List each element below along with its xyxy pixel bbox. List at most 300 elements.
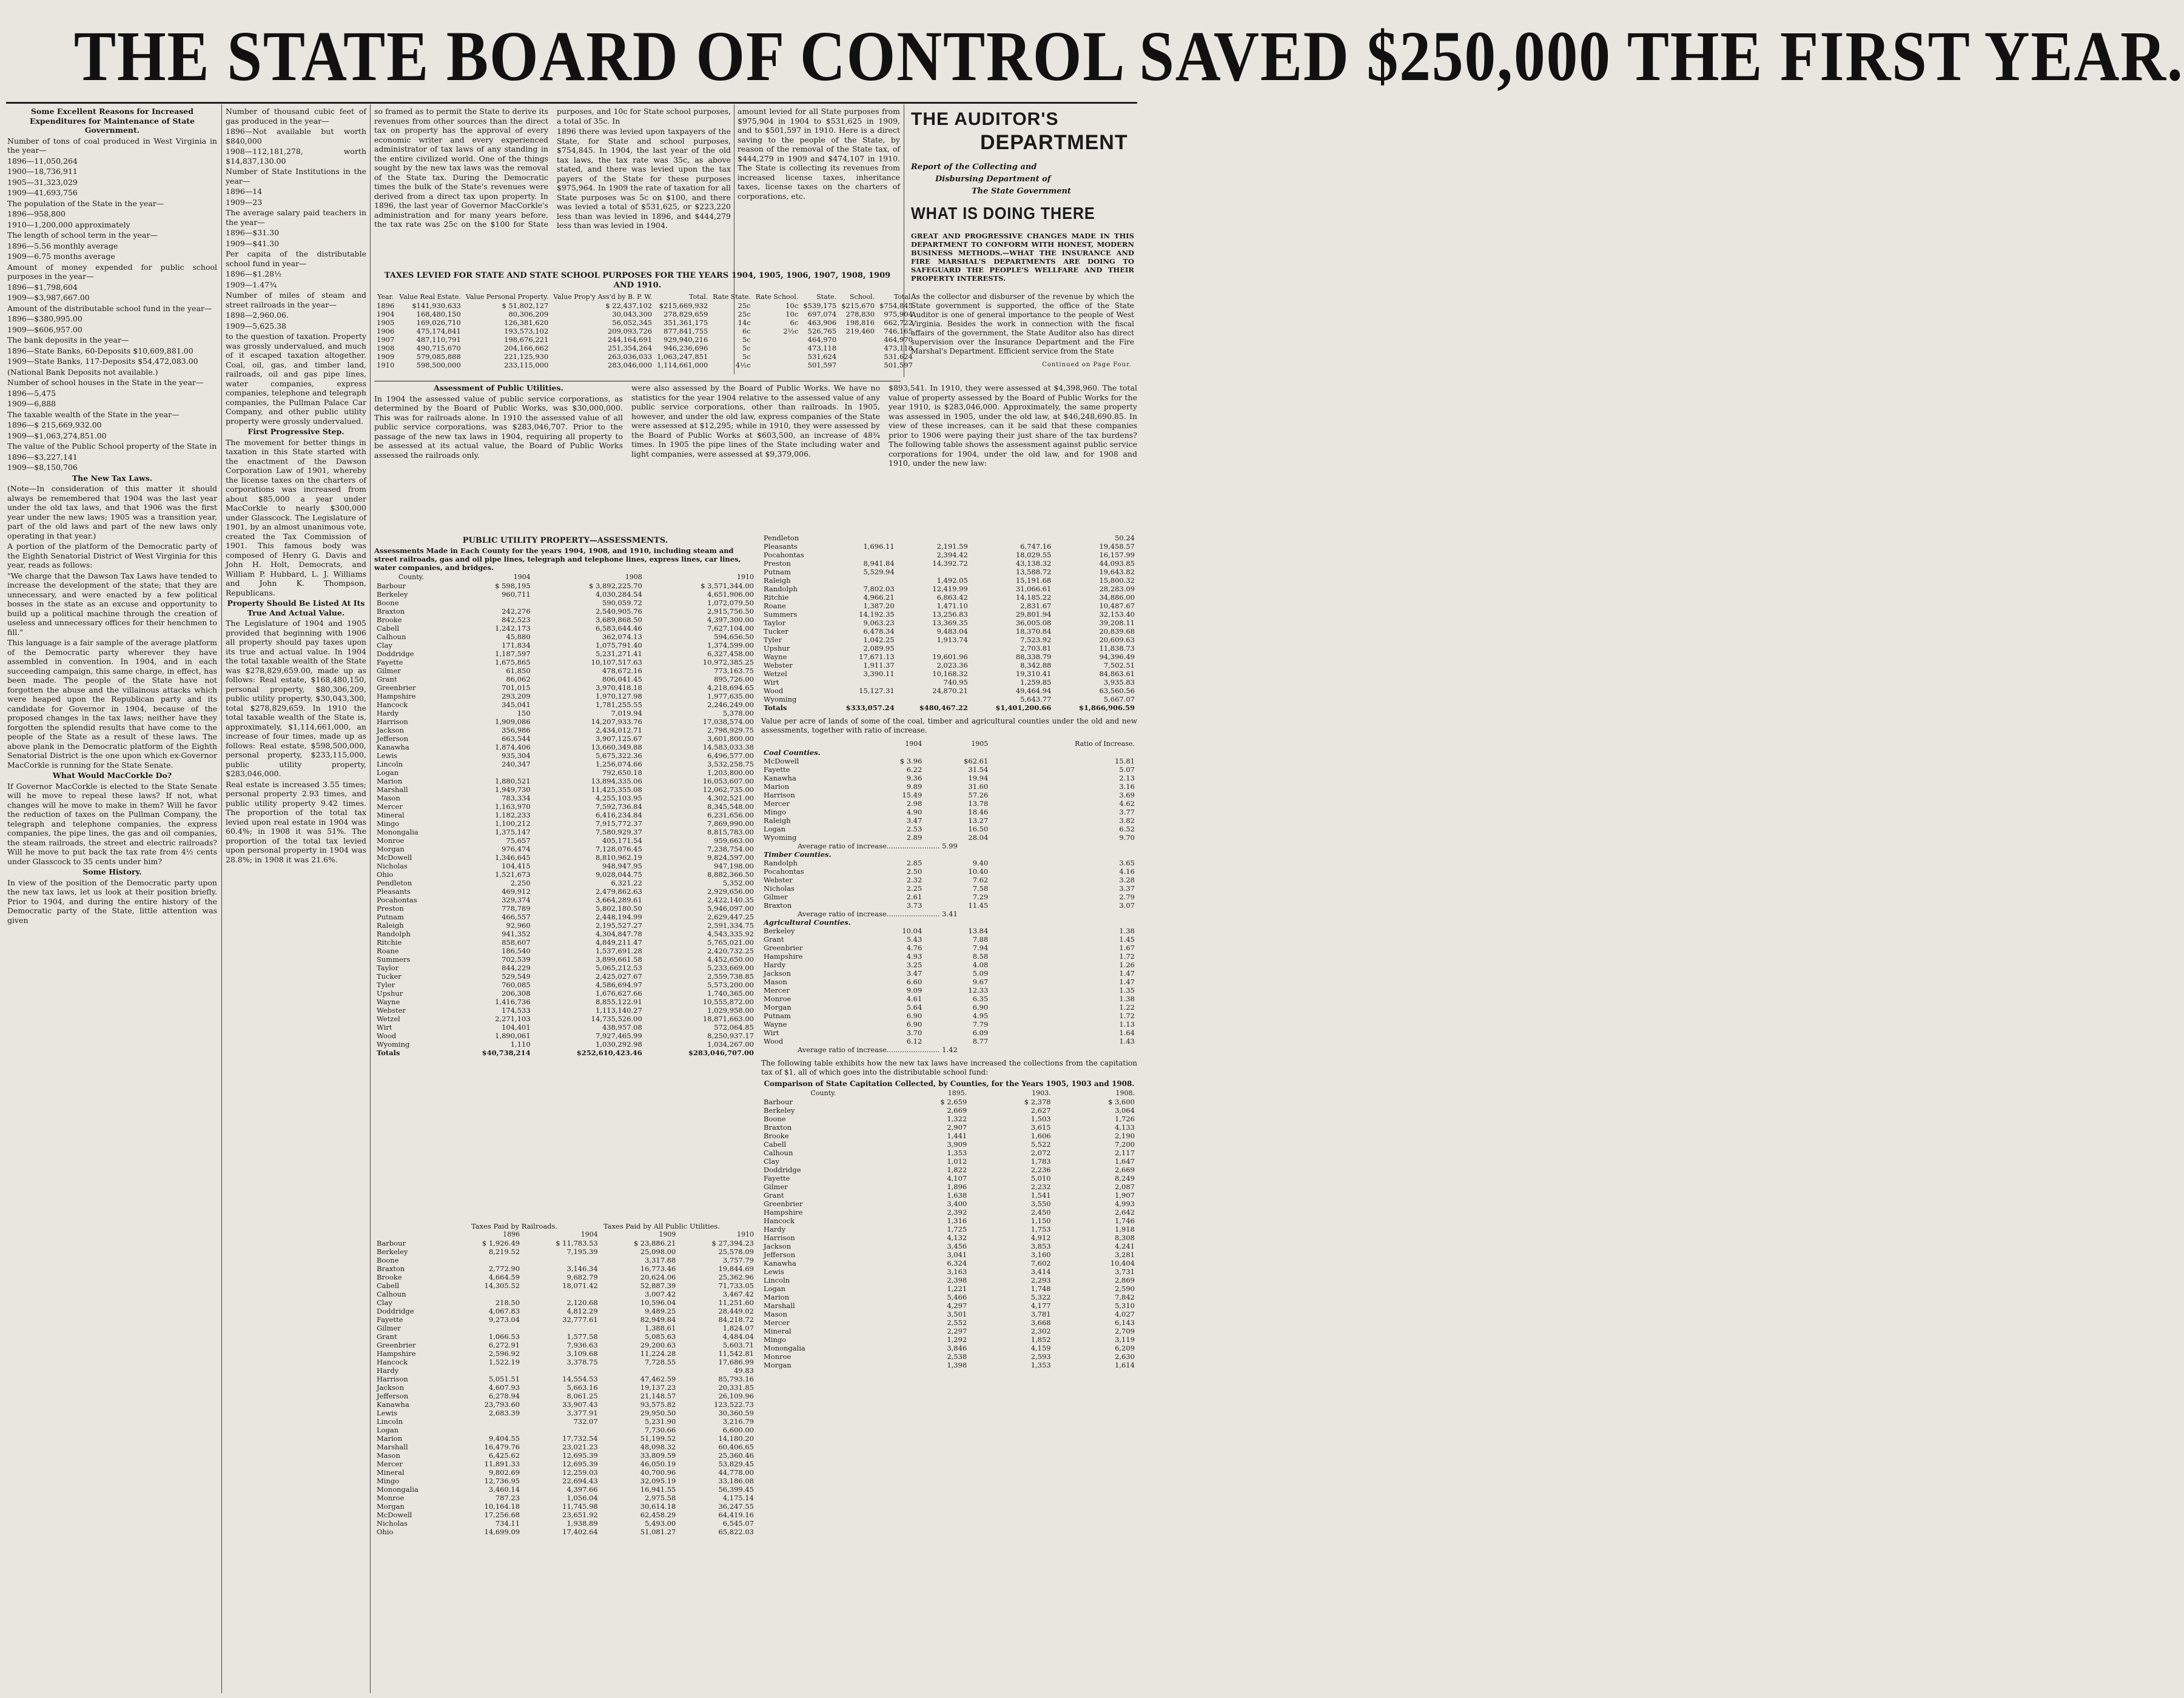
gas-row: 1896—Not available but worth $840,000 xyxy=(226,127,366,146)
table-cell: 25,362.96 xyxy=(718,1273,754,1281)
table-cell: Hardy xyxy=(764,961,786,969)
table-cell: Tyler xyxy=(764,636,782,644)
table-cell: 1,075,791.40 xyxy=(595,641,642,649)
table-cell: 734.11 xyxy=(495,1519,520,1528)
table-cell: Wirt xyxy=(764,1029,779,1037)
table-cell: 2,590 xyxy=(1115,1284,1135,1293)
table-cell: 5,466 xyxy=(947,1293,967,1301)
table-cell: 240,347 xyxy=(502,760,531,768)
table-cell: Doddridge xyxy=(377,649,414,658)
table-cell: $ 3,892,225.70 xyxy=(589,582,642,590)
table-cell: 6,496,577.00 xyxy=(707,751,754,760)
table-cell: 959,663.00 xyxy=(714,836,754,845)
table-cell: Cabell xyxy=(377,624,400,633)
table-cell: 92,960 xyxy=(506,921,531,930)
table-cell: 1.72 xyxy=(1119,1012,1135,1020)
table-cell: 47,462.59 xyxy=(640,1375,676,1383)
table-cell: 1.64 xyxy=(1119,1029,1135,1037)
table-cell xyxy=(522,1366,600,1375)
table-row xyxy=(374,666,756,675)
table-cell: 469,912 xyxy=(502,887,531,896)
table-cell: 25,098.00 xyxy=(640,1247,676,1256)
table-cell: 3,689,868.50 xyxy=(595,616,642,624)
table-cell: 7,627,104.00 xyxy=(707,624,754,633)
table-cell: Mason xyxy=(377,794,400,802)
fund-intro: Amount of the distributable school fund in the year— xyxy=(7,303,212,313)
table-cell: Calhoun xyxy=(377,633,406,641)
table-cell: 49,464.94 xyxy=(1015,686,1052,695)
table-cell: 5,522 xyxy=(1030,1140,1051,1149)
table-row xyxy=(374,607,756,616)
table-cell: 1,824.07 xyxy=(722,1324,754,1332)
table-cell: $ 22,437,102 xyxy=(605,301,653,310)
table-row xyxy=(374,1341,756,1349)
table-row xyxy=(374,726,756,734)
table-cell: 1,203,800.00 xyxy=(707,768,754,777)
table-cell: 1,063,247,851 xyxy=(657,352,708,361)
table-header: Year. xyxy=(377,293,394,301)
table-cell: 526,765 xyxy=(807,327,837,335)
table-cell: 329,374 xyxy=(502,896,531,904)
table-cell: 204,166,662 xyxy=(504,344,549,352)
table-cell: 1,918 xyxy=(1115,1225,1135,1233)
table-cell: 1.43 xyxy=(1119,1037,1135,1045)
table-row xyxy=(374,1400,756,1409)
table-cell: 6,583,644.46 xyxy=(595,624,642,633)
table-cell xyxy=(824,534,897,542)
table-cell: Hancock xyxy=(377,700,408,709)
table-cell xyxy=(897,534,970,542)
table-cell: Putnam xyxy=(764,568,791,576)
table-cell: 842,523 xyxy=(502,616,531,624)
table-cell: 3,317.88 xyxy=(645,1256,676,1264)
value-per-acre-note: Value per acre of lands of some of the coal, timber and agricultural counties under the old and new assessments, together with ratio of increase. xyxy=(761,717,1137,734)
table-cell: 473,118 xyxy=(807,344,837,352)
table-row xyxy=(374,1383,756,1392)
table-cell: Preston xyxy=(764,559,791,568)
table-cell: 1,387.20 xyxy=(863,602,895,610)
table-cell: $539,175 xyxy=(803,301,837,310)
table-cell: Mingo xyxy=(764,808,787,816)
table-header: 1910 xyxy=(737,573,754,581)
table-cell: 18,029.55 xyxy=(1015,551,1052,559)
table-row xyxy=(374,1417,756,1426)
column-rule xyxy=(221,104,222,1693)
table-row xyxy=(374,819,756,828)
table-cell: 5c xyxy=(742,344,751,352)
table-cell: 5,378.00 xyxy=(722,709,754,717)
table-cell: Logan xyxy=(377,1426,399,1434)
table-cell: Morgan xyxy=(764,1361,791,1369)
inst-intro: Number of State Institutions in the year— xyxy=(226,167,366,186)
table-cell: 4,304,847.78 xyxy=(595,930,642,938)
table-cell: 2.89 xyxy=(906,833,922,842)
table-cell: 56,052,345 xyxy=(612,318,653,327)
table-cell: 701,015 xyxy=(502,683,531,692)
table-cell: 463,906 xyxy=(807,318,837,327)
table-cell: 7.62 xyxy=(972,876,989,884)
table-cell: 8,308 xyxy=(1115,1233,1135,1242)
table-cell: 1,113,140.27 xyxy=(595,1006,642,1015)
table-row xyxy=(374,870,756,879)
bank-row: 1896—State Banks, 60-Deposits $10,609,881.00 xyxy=(7,346,193,355)
table-cell: Randolph xyxy=(377,930,411,938)
table-cell: 3,501 xyxy=(947,1310,967,1318)
table-cell: Gilmer xyxy=(764,1183,788,1191)
table-cell: $ 3.96 xyxy=(899,757,922,765)
paragraph: so framed as to permit the State to derive its revenues from other sources than the direct tax on property has the approval of every economic writer and every experienced administrator of tax laws of any standing in the entire civilized world. One of the things sought by the new tax laws was the removal of the State tax. During the Democratic times the bulk of the State's revenues were derived from a direct tax upon property. In 1896, the last year of Governor MacCorkle's administration and for many years before, the tax rate was 25c on the $100 for State purposes, and 10c for State school purposes, a total of 35c. In xyxy=(374,107,731,229)
table-cell: Barbour xyxy=(377,1239,406,1247)
table-cell: 1,471.10 xyxy=(936,602,968,610)
table-cell: 6,278.94 xyxy=(488,1392,520,1400)
table-cell: 17,732.54 xyxy=(562,1434,598,1443)
table-cell: 351,361,175 xyxy=(664,318,708,327)
table-row xyxy=(761,610,1137,619)
table-cell: 2,236 xyxy=(1030,1166,1051,1174)
table-cell: 5,529.94 xyxy=(863,568,895,576)
table-row xyxy=(761,669,1137,678)
table-cell: Pendleton xyxy=(764,534,799,542)
table-cell: 12,419.99 xyxy=(932,585,968,593)
table-cell: 71,733.05 xyxy=(718,1281,754,1290)
table-cell: $333,057.24 xyxy=(845,703,895,712)
table-cell: 10,555,872.00 xyxy=(702,998,754,1006)
table-cell: $1,401,200.66 xyxy=(995,703,1052,712)
table-cell: 9.36 xyxy=(906,774,922,782)
table-cell: 4,297 xyxy=(947,1301,967,1310)
table-cell: 1,503 xyxy=(1030,1115,1051,1123)
table-row xyxy=(374,794,756,802)
table-cell: Mason xyxy=(764,978,787,986)
table-section-row xyxy=(761,748,1137,757)
table-row xyxy=(761,825,1137,833)
table-cell: 14,192.35 xyxy=(859,610,895,619)
table-cell: 33,907.43 xyxy=(562,1400,598,1409)
table-cell: 2,246,249.00 xyxy=(707,700,754,709)
table-cell: Mercer xyxy=(764,1318,790,1327)
paragraph: The Legislature of 1904 and 1905 provided that beginning with 1906 all property should pay taxes upon its true and actual value. In 1904 the total taxable wealth of the State was $278,829,659.00, made up as follows: Real estate, $168,480,150, personal property, $80,306,209, public utility property, $30,043,300, total $278,829,659. In 1910 the total taxable wealth of the State is, approximately, $1,114,661,000, an increase of four times, made up as follows: Real estate, $598,500,000, personal property, $233,115,000, public utility property, $283,046,000. xyxy=(226,619,366,778)
table-cell: Monroe xyxy=(764,995,791,1003)
table-row xyxy=(374,964,756,972)
new-tax-laws-heading: The New Tax Laws. xyxy=(72,473,153,483)
table-cell: 14,735,526.00 xyxy=(591,1015,642,1023)
table-cell: 6,272.91 xyxy=(488,1341,520,1349)
table-row xyxy=(374,828,756,836)
public-utility-table xyxy=(374,573,756,1057)
table-row xyxy=(761,1106,1137,1115)
table-row xyxy=(761,1012,1137,1020)
table-cell: 4,912 xyxy=(1030,1233,1051,1242)
table-cell: 21,148.57 xyxy=(640,1392,676,1400)
table-cell: 5.64 xyxy=(906,1003,922,1012)
table-cell: 20,839.68 xyxy=(1099,627,1135,636)
salary-row: 1896—$31.30 xyxy=(226,228,280,237)
table-cell: 3,378.75 xyxy=(566,1358,598,1366)
table-cell: 9.70 xyxy=(1119,833,1135,842)
table-cell: 12,736.95 xyxy=(484,1477,520,1485)
table-cell: 1.45 xyxy=(1119,935,1135,944)
table-row xyxy=(374,582,756,590)
table-cell: $ 598,195 xyxy=(495,582,531,590)
table-cell: Mercer xyxy=(377,802,403,811)
table-row xyxy=(374,879,756,887)
pop-intro: The population of the State in the year— xyxy=(7,198,164,208)
table-cell: 4.90 xyxy=(906,808,922,816)
table-cell: 1,753 xyxy=(1030,1225,1051,1233)
table-cell: 23,651.92 xyxy=(562,1511,598,1519)
table-cell: 19.94 xyxy=(968,774,989,782)
table-cell: Monroe xyxy=(377,1494,405,1502)
table-cell: Wood xyxy=(764,1037,784,1045)
table-cell: 6,425.62 xyxy=(488,1451,520,1460)
table-cell xyxy=(448,768,533,777)
table-cell: 19,643.82 xyxy=(1099,568,1135,576)
table-cell: 17,402.64 xyxy=(562,1528,598,1536)
table-row xyxy=(374,327,915,335)
table-cell: 17,686.99 xyxy=(718,1358,754,1366)
table-cell: 1,890,061 xyxy=(495,1032,531,1040)
table-cell: 20,331.85 xyxy=(718,1383,754,1392)
table-cell: 6,321.22 xyxy=(611,879,642,887)
table-cell: 2,271,103 xyxy=(495,1015,531,1023)
table-cell: 8,941.84 xyxy=(863,559,895,568)
railroad-table xyxy=(374,1230,756,1536)
table-cell: 1,030,292.98 xyxy=(595,1040,642,1049)
table-row xyxy=(374,683,756,692)
table-cell: 16,479.76 xyxy=(484,1443,520,1451)
table-section-label: Average ratio of increase........................ 1.42 xyxy=(798,1045,958,1054)
table-cell: 1,042.25 xyxy=(863,636,895,644)
table-cell: 8,855,122.91 xyxy=(595,998,642,1006)
table-cell xyxy=(897,695,970,703)
table-cell: 36,247.55 xyxy=(718,1502,754,1511)
table-cell: 1,913.74 xyxy=(936,636,968,644)
table-cell: 14,305.52 xyxy=(484,1281,520,1290)
table-cell: 4,397.66 xyxy=(566,1485,598,1494)
table-cell: 740.95 xyxy=(943,678,968,686)
table-row xyxy=(761,1352,1137,1361)
table-cell: 219,460 xyxy=(845,327,875,335)
table-cell: 1,029,958.00 xyxy=(707,1006,754,1015)
table-cell: 1.35 xyxy=(1119,986,1135,995)
table-cell: 4,302,521.00 xyxy=(707,794,754,802)
table-cell: Marion xyxy=(377,777,403,785)
table-row xyxy=(761,661,1137,669)
houses-intro: Number of school houses in the State in the year— xyxy=(7,378,204,387)
table-row xyxy=(761,1020,1137,1029)
school-row: 1896—5.56 monthly average xyxy=(7,241,118,250)
main-headline: THE STATE BOARD OF CONTROL SAVED $250,000 THE FIRST YEAR. xyxy=(73,16,2184,96)
table-row xyxy=(374,836,756,845)
table-cell: 2,552 xyxy=(947,1318,967,1327)
table-cell: 3,467.42 xyxy=(722,1290,754,1298)
table-cell: Nicholas xyxy=(377,1519,408,1528)
table-cell: 702,539 xyxy=(502,955,531,964)
table-cell: 5,051.51 xyxy=(488,1375,520,1383)
table-cell: 10.04 xyxy=(902,927,922,935)
table-cell: Mason xyxy=(764,1310,787,1318)
table-cell: Mineral xyxy=(764,1327,791,1335)
table-cell: $ 2,659 xyxy=(940,1098,967,1106)
table-cell: 2,087 xyxy=(1115,1183,1135,1191)
table-row xyxy=(761,576,1137,585)
table-cell: 31,066.61 xyxy=(1015,585,1052,593)
table-cell: 3,781 xyxy=(1030,1310,1051,1318)
table-cell: 4.08 xyxy=(972,961,989,969)
table-section-label: Agricultural Counties. xyxy=(764,918,851,927)
table-cell: Wayne xyxy=(764,1020,787,1029)
table-cell: 1,066.53 xyxy=(488,1332,520,1341)
table-cell xyxy=(824,678,897,686)
table-cell: 787.23 xyxy=(495,1494,520,1502)
table-cell: 2.61 xyxy=(906,893,922,901)
table-header: School. xyxy=(850,293,875,301)
table-row xyxy=(374,624,756,633)
table-header: Rate State. xyxy=(713,293,751,301)
table-cell: 1907 xyxy=(377,335,395,344)
table-cell: 7.79 xyxy=(972,1020,989,1029)
table-cell: 3,216.79 xyxy=(722,1417,754,1426)
table-section-label: Timber Counties. xyxy=(764,850,832,859)
fund-row: 1909—$606,957.00 xyxy=(7,324,82,334)
table-row xyxy=(761,653,1137,661)
table-cell xyxy=(824,551,897,559)
table-cell xyxy=(753,344,801,352)
table-cell: $480,467.22 xyxy=(919,703,968,712)
table-cell: 1,182,233 xyxy=(495,811,531,819)
true-value-heading: Property Should Be Listed At Its True And Actual Value. xyxy=(227,599,365,617)
table-row xyxy=(374,1281,756,1290)
table-cell: Taylor xyxy=(764,619,786,627)
table-cell: 233,115,000 xyxy=(504,361,549,369)
table-row xyxy=(761,593,1137,602)
table-cell: 11,745.98 xyxy=(562,1502,598,1511)
table-cell: 6c xyxy=(742,327,751,335)
table-cell: 31.54 xyxy=(968,765,989,774)
history-heading: Some History. xyxy=(82,867,142,876)
table-cell: 3.65 xyxy=(1119,859,1135,867)
table-cell: 6,327,458.00 xyxy=(707,649,754,658)
table-cell: 877,841,755 xyxy=(664,327,708,335)
table-cell: 104,401 xyxy=(502,1023,531,1032)
table-cell: Logan xyxy=(377,768,399,777)
paragraph: "We charge that the Dawson Tax Laws have tended to increase the development of the state; that they are unnecessary, and were enacted by a few political bosses in the state as an excuse and opportunity to build up a political machine through the creation of useless and unnecessary offices for their henchmen to fill." xyxy=(7,571,217,637)
table-cell: 22,694.43 xyxy=(562,1477,598,1485)
table-cell: 56,399.45 xyxy=(718,1485,754,1494)
table-row xyxy=(761,1029,1137,1037)
table-cell: Hardy xyxy=(377,709,399,717)
table-cell: Marshall xyxy=(377,1443,408,1451)
table-cell: 7,915,772.37 xyxy=(595,819,642,828)
table-row xyxy=(374,1426,756,1434)
table-cell: 16,941.55 xyxy=(640,1485,676,1494)
subtitle-line: Disbursing Department of xyxy=(935,175,1051,184)
utility-table-title: PUBLIC UTILITY PROPERTY—ASSESSMENTS. xyxy=(462,536,668,545)
table-cell: 1,072,079.50 xyxy=(707,599,754,607)
capitation-table xyxy=(761,1089,1137,1369)
table-row xyxy=(374,599,756,607)
table-cell: Raleigh xyxy=(764,576,791,585)
table-cell: 15,191.68 xyxy=(1015,576,1052,585)
table-header: 1910 xyxy=(737,1230,754,1238)
table-cell: 8,250,937.17 xyxy=(707,1032,754,1040)
table-cell: Wyoming xyxy=(377,1040,410,1049)
table-row xyxy=(761,927,1137,935)
table-cell: 438,957.08 xyxy=(602,1023,642,1032)
table-cell: 5,946,097.00 xyxy=(707,904,754,913)
table-cell: 14c xyxy=(738,318,751,327)
table-cell: 51,081.27 xyxy=(640,1528,676,1536)
table-cell: 3,532,258.75 xyxy=(707,760,754,768)
table-cell: 18,071.42 xyxy=(562,1281,598,1290)
table-cell xyxy=(600,1366,679,1375)
table-cell: 1904 xyxy=(377,310,395,318)
table-cell: 490,715,670 xyxy=(416,344,461,352)
table-row xyxy=(761,602,1137,610)
table-row xyxy=(374,1307,756,1315)
table-cell: 7,523.92 xyxy=(1020,636,1052,644)
railroad-taxes-section xyxy=(374,1222,756,1695)
table-cell: 4,159 xyxy=(1030,1344,1051,1352)
bank-row: 1909—State Banks, 117-Deposits $54,472,083.00 xyxy=(7,357,198,366)
table-cell: 4.93 xyxy=(906,952,922,961)
table-row xyxy=(374,777,756,785)
table-cell: Lincoln xyxy=(764,1276,790,1284)
table-cell: 9.09 xyxy=(906,986,922,995)
table-cell: Barbour xyxy=(377,582,406,590)
table-cell: McDowell xyxy=(377,1511,412,1519)
coal-row: 1905—31,323,029 xyxy=(7,177,78,187)
table-cell: 2,293 xyxy=(1030,1276,1051,1284)
table-cell: 32,095.19 xyxy=(640,1477,676,1485)
table-cell: 193,573,102 xyxy=(504,327,549,335)
table-cell: 2,627 xyxy=(1030,1106,1051,1115)
table-row xyxy=(761,1191,1137,1200)
table-cell: Kanawha xyxy=(377,1400,409,1409)
table-cell: 1,748 xyxy=(1030,1284,1051,1293)
table-cell xyxy=(522,1290,600,1298)
table-row xyxy=(761,1318,1137,1327)
table-row xyxy=(761,1344,1137,1352)
table-cell: 198,676,221 xyxy=(504,335,549,344)
table-cell: 23,793.60 xyxy=(484,1400,520,1409)
table-cell: 844,229 xyxy=(502,964,531,972)
table-cell: 168,480,150 xyxy=(416,310,461,318)
table-cell: 11,224.28 xyxy=(640,1349,676,1358)
table-cell: Monongalia xyxy=(377,828,418,836)
table-row xyxy=(374,1264,756,1273)
paragraph: Real estate is increased 3.55 times; personal property 2.93 times, and public utility property 9.42 times. The proportion of the total tax levied upon real estate in 1904 was 60.4%; in 1908 it was 51%. The proportion of the total tax levied upon personal property in 1904 was 28.8%; in 1908 it was 21.6%. xyxy=(226,779,366,864)
table-cell: 6.90 xyxy=(906,1020,922,1029)
inst-row: 1909—23 xyxy=(226,197,263,207)
table-cell: 123,522.73 xyxy=(714,1400,754,1409)
table-cell xyxy=(448,599,533,607)
table-cell: Boone xyxy=(377,1256,399,1264)
table-row xyxy=(374,700,756,709)
table-cell: 3,041 xyxy=(947,1250,967,1259)
table-cell: 2,772.90 xyxy=(488,1264,520,1273)
table-row xyxy=(374,616,756,624)
paragraph: amount levied for all State purposes from $975,904 in 1904 to $531,625 in 1909, and to $501,597 in 1910. Here is a direct saving to the people of the State, by reason of the removal of the State tax, of $444,279 in 1909 and $474,107 in 1910. The State is collecting its revenues from increased license taxes, inheritance taxes, license taxes on the charters of corporations, etc. xyxy=(738,107,900,201)
coal-row: 1909—41,693,756 xyxy=(7,188,78,197)
table-cell: 3,935.83 xyxy=(1103,678,1135,686)
paragraph: were also assessed by the Board of Public Works. We have no statistics for the year 1904 relative to the assessed value of any public service corporations, other than railroads. In 1905, however, and under the old law, express companies of the State were assessed at $12,295; while in 1910, they were assessed by the Board of Public Works at $603,500, an increase of 48¾ times. In 1905 the pipe lines of the State including water and light companies, were assessed at $9,379,006. xyxy=(631,383,880,458)
table-row xyxy=(374,743,756,751)
table-cell: 28,283.09 xyxy=(1099,585,1135,593)
table-cell: 2,591,334.75 xyxy=(707,921,754,930)
table-cell: 2,540,905.76 xyxy=(595,607,642,616)
table-row xyxy=(374,1006,756,1015)
